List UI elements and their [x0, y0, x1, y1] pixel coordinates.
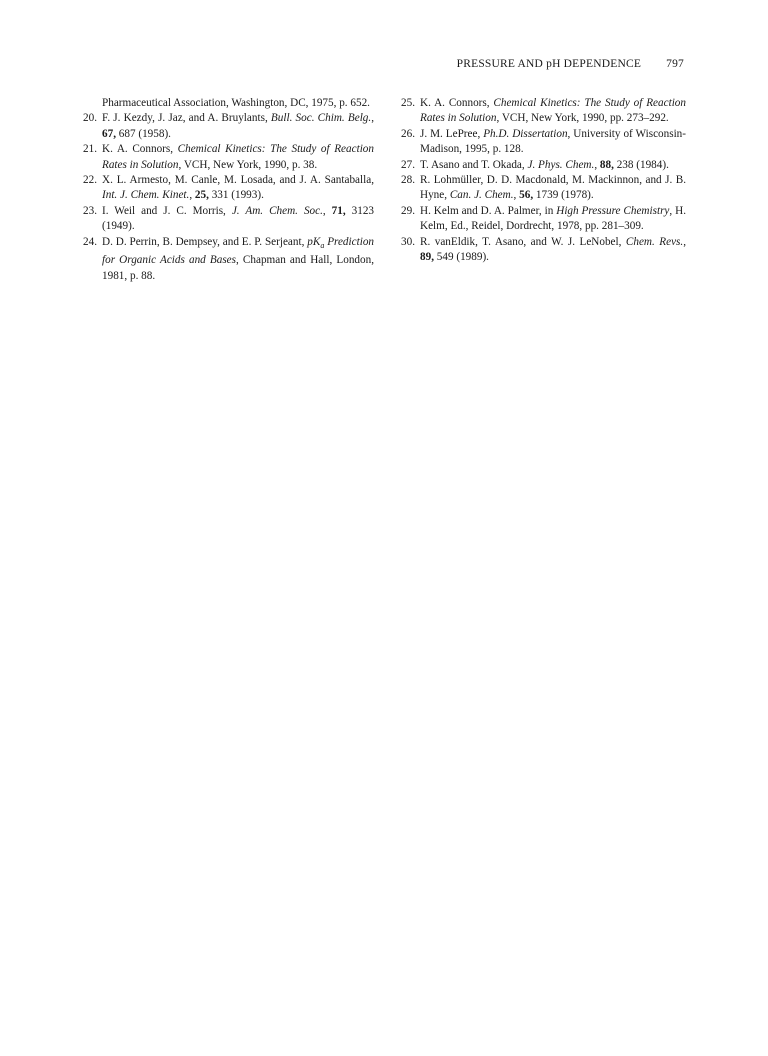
references-left-column	[78, 96, 374, 284]
reference-authors: D. D. Perrin, B. Dempsey, and E. P. Serjeant,	[102, 235, 308, 248]
reference-journal: J. Am. Chem. Soc.	[231, 204, 323, 217]
reference-title: Chemical Kinetics: The Study of Reaction Rates in Solution	[102, 143, 374, 171]
reference-number: 22.	[83, 174, 97, 187]
reference-19-continuation	[78, 96, 374, 111]
references-right-column	[396, 96, 686, 265]
reference-24	[78, 235, 374, 284]
reference-journal: Can. J. Chem.	[449, 189, 514, 202]
reference-separator: ,	[189, 189, 195, 202]
reference-30	[396, 235, 686, 266]
reference-details: , University of Wisconsin-Madison, 1995, p. 128.	[420, 127, 687, 156]
reference-20	[78, 111, 374, 142]
reference-details: 1739 (1978).	[533, 189, 594, 202]
reference-journal: Chem. Revs.	[625, 235, 684, 248]
reference-authors: J. M. LePree,	[420, 127, 484, 140]
reference-separator: ,	[594, 158, 600, 171]
reference-volume: 56,	[519, 189, 534, 202]
reference-details: , H. Kelm, Ed., Reidel, Dordrecht, 1978, pp. 281–309.	[420, 204, 686, 233]
reference-volume: 25,	[194, 189, 209, 202]
running-head	[420, 58, 684, 70]
reference-volume: 71,	[331, 204, 346, 217]
reference-details: , VCH, New York, 1990, pp. 273–292.	[496, 112, 669, 125]
reference-number: 26.	[401, 127, 415, 140]
reference-details: 331 (1993).	[208, 189, 264, 202]
reference-title: High Pressure Chemistry	[556, 204, 670, 217]
reference-authors: X. L. Armesto, M. Canle, M. Losada, and J. A. Santaballa,	[102, 174, 374, 187]
reference-25	[396, 96, 686, 127]
reference-number: 27.	[401, 158, 415, 171]
reference-journal: Bull. Soc. Chim. Belg.	[270, 112, 372, 125]
reference-number: 24.	[83, 235, 97, 248]
reference-26	[396, 127, 686, 158]
reference-title: Prediction for Organic Acids and Bases	[102, 235, 375, 267]
reference-separator: ,	[683, 235, 686, 248]
reference-number: 20.	[83, 112, 97, 125]
reference-authors: T. Asano and T. Okada,	[420, 158, 528, 171]
reference-journal: Int. J. Chem. Kinet.	[102, 189, 190, 202]
reference-22	[78, 173, 374, 204]
reference-23	[78, 204, 374, 235]
reference-authors: K. A. Connors,	[102, 143, 178, 156]
reference-details: 687 (1958).	[115, 127, 171, 140]
reference-authors: K. A. Connors,	[420, 97, 494, 109]
page-number: 797	[666, 58, 684, 70]
reference-number: 29.	[401, 204, 415, 217]
reference-authors: F. J. Kezdy, J. Jaz, and A. Bruylants,	[102, 112, 271, 125]
reference-separator: ,	[513, 189, 520, 202]
reference-details: 549 (1989).	[433, 251, 489, 264]
reference-separator: ,	[371, 112, 374, 125]
reference-text: Pharmaceutical Association, Washington, DC, 1975, p. 652.	[102, 97, 370, 109]
reference-journal: J. Phys. Chem.	[527, 158, 595, 171]
reference-number: 23.	[83, 204, 97, 217]
reference-volume: 67,	[102, 127, 116, 140]
reference-details: , Chapman and Hall, London, 1981, p. 88.	[102, 254, 375, 282]
reference-number: 21.	[83, 143, 97, 156]
reference-title-subscript: a	[320, 240, 325, 250]
reference-authors: I. Weil and J. C. Morris,	[102, 204, 232, 217]
reference-volume: 88,	[599, 158, 614, 171]
reference-27	[396, 158, 686, 173]
reference-separator: ,	[322, 204, 332, 217]
reference-21	[78, 142, 374, 173]
reference-number: 30.	[401, 235, 415, 248]
reference-title: Chemical Kinetics: The Study of Reaction Rates in Solution	[420, 97, 686, 125]
reference-volume: 89,	[420, 251, 434, 264]
reference-authors: H. Kelm and D. A. Palmer, in	[420, 204, 557, 217]
running-title: PRESSURE AND pH DEPENDENCE	[456, 58, 642, 70]
reference-28	[396, 173, 686, 204]
reference-29	[396, 204, 686, 235]
reference-details: 238 (1984).	[613, 158, 669, 171]
reference-number: 25.	[401, 97, 415, 109]
reference-number: 28.	[401, 174, 415, 187]
reference-details: 3123 (1949).	[102, 204, 375, 233]
reference-authors: R. Lohmüller, D. D. Macdonald, M. Mackinnon, and J. B. Hyne,	[420, 174, 686, 202]
reference-title-prefix: pK	[307, 235, 321, 248]
reference-details: , VCH, New York, 1990, p. 38.	[178, 158, 318, 171]
reference-title: Ph.D. Dissertation	[483, 127, 568, 140]
reference-authors: R. vanEldik, T. Asano, and W. J. LeNobel,	[420, 235, 626, 248]
